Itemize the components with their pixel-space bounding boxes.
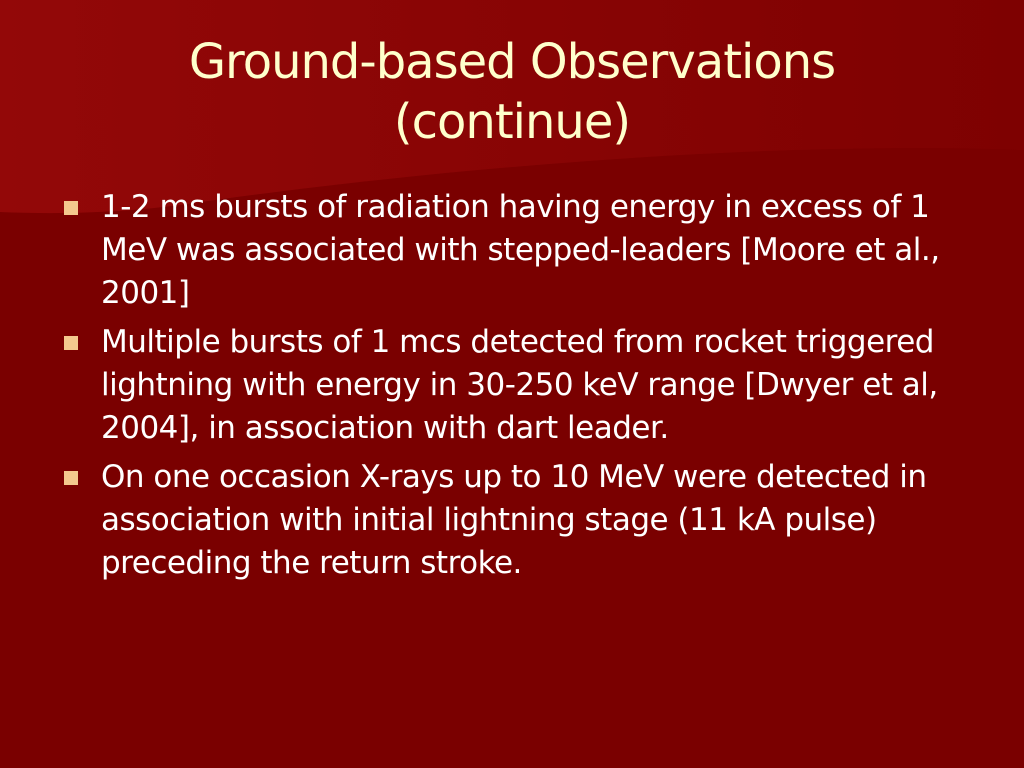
bullet-list <box>64 186 964 591</box>
square-bullet-icon <box>64 336 78 350</box>
bullet-text: Multiple bursts of 1 mcs detected from rocket triggered lightning with energy in 30-250 keV range [Dwyer et al, 2004], in association with dart leader. <box>101 324 938 446</box>
slide-title <box>0 32 1024 152</box>
bullet-item <box>64 321 964 450</box>
square-bullet-icon <box>64 471 78 485</box>
title-line-2: (continue) <box>393 94 631 150</box>
bullet-item <box>64 186 964 315</box>
bullet-text: 1-2 ms bursts of radiation having energy in excess of 1 MeV was associated with stepped-leaders [Moore et al., 2001] <box>101 189 940 311</box>
square-bullet-icon <box>64 201 78 215</box>
bullet-item <box>64 456 964 585</box>
bullet-text: On one occasion X-rays up to 10 MeV were detected in association with initial lightning stage (11 kA pulse) preceding the return stroke. <box>101 459 927 581</box>
title-line-1: Ground-based Observations <box>188 34 836 90</box>
